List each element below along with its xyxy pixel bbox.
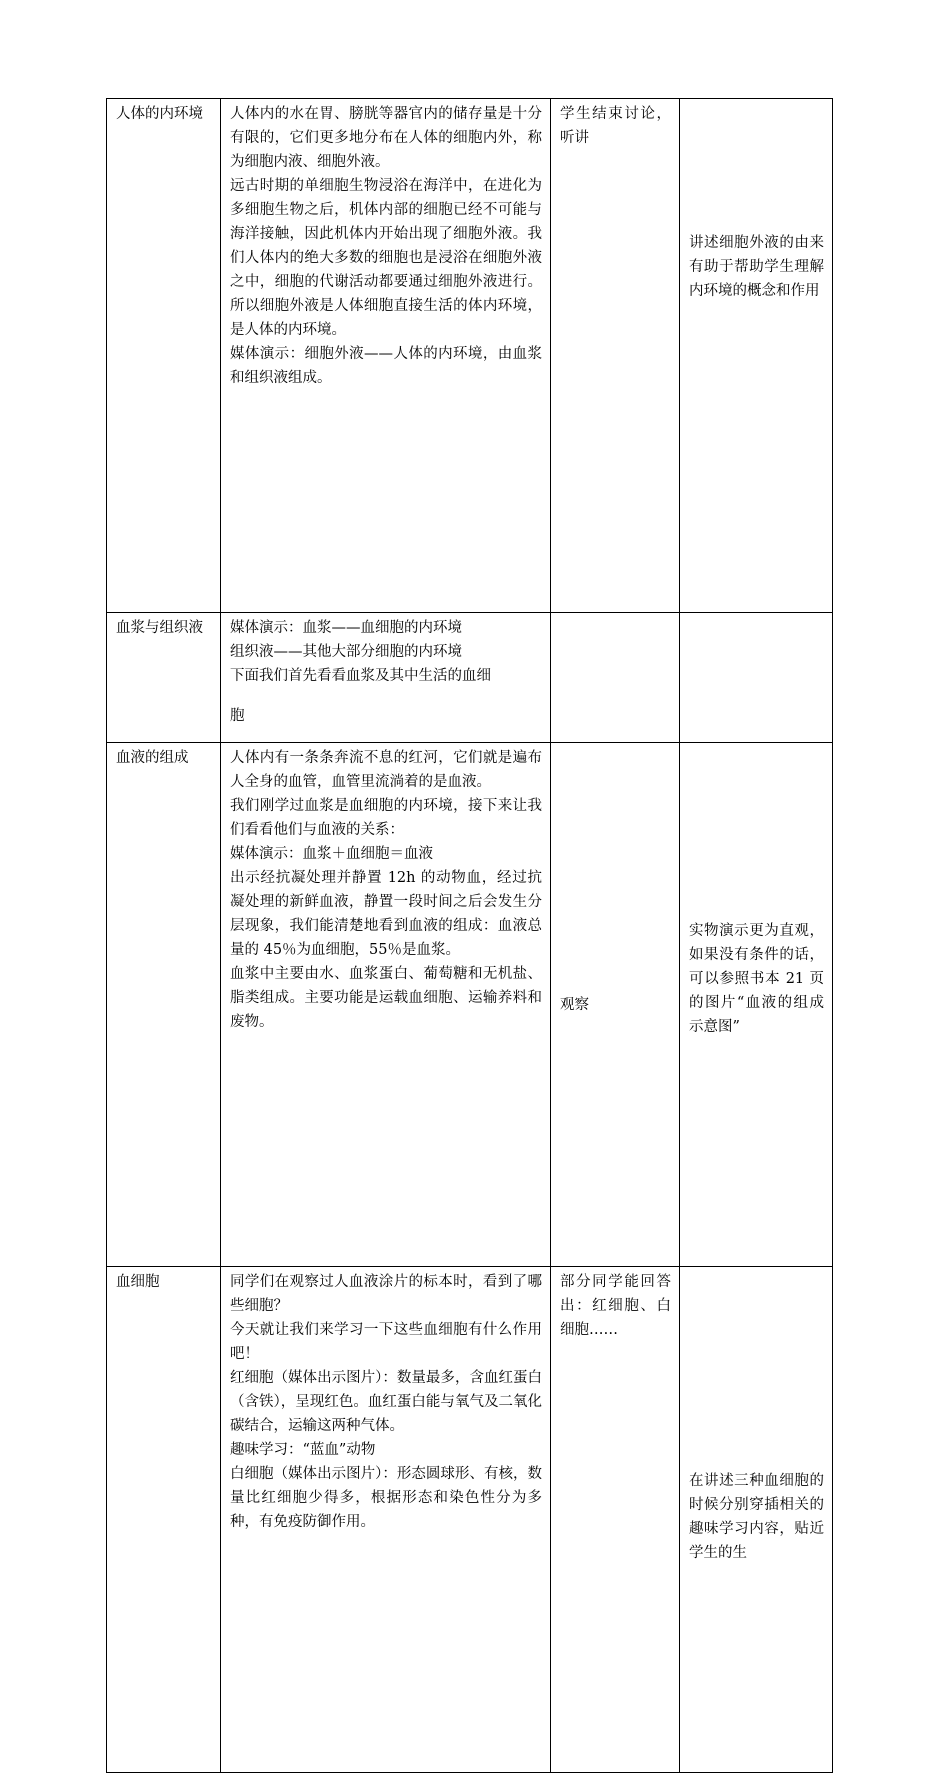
content-paragraph: 今天就让我们来学习一下这些血细胞有什么作用吧！ (230, 1322, 542, 1362)
lesson-plan-table (106, 98, 833, 1773)
student-activity-cell: 部分同学能回答出：红细胞、白细胞…… (551, 1267, 680, 1773)
student-activity-cell: 观察 (551, 743, 680, 1267)
topic-cell: 血浆与组织液 (107, 613, 221, 743)
content-paragraph: 我们刚学过血浆是血细胞的内环境，接下来让我们看看他们与血液的关系： (230, 798, 542, 838)
content-paragraph: 血浆中主要由水、血浆蛋白、葡萄糖和无机盐、脂类组成。主要功能是运载血细胞、运输养料和废物。 (230, 966, 542, 1030)
content-paragraph: 同学们在观察过人血液涂片的标本时，看到了哪些细胞？ (230, 1274, 542, 1314)
content-paragraph: 媒体演示：细胞外液——人体的内环境，由血浆和组织液组成。 (230, 346, 542, 386)
content-cell (221, 743, 551, 1267)
design-note-cell: 讲述细胞外液的由来有助于帮助学生理解内环境的概念和作用 (680, 99, 833, 613)
design-note-cell (680, 613, 833, 743)
content-paragraph: 胞 (230, 708, 245, 724)
content-cell (221, 1267, 551, 1773)
content-paragraph: 远古时期的单细胞生物浸浴在海洋中，在进化为多细胞生物之后，机体内部的细胞已经不可能与海洋接触，因此机体内开始出现了细胞外液。我们人体内的绝大多数的细胞也是浸浴在细胞外液之中，细胞的代谢活动都要通过细胞外液进行。所以细胞外液是人体细胞直接生活的体内环境，是人体的内环境。 (230, 178, 542, 338)
content-cell (221, 613, 551, 743)
table-row (107, 1267, 833, 1773)
content-paragraph: 下面我们首先看看血浆及其中生活的血细 (230, 668, 491, 684)
topic-cell: 人体的内环境 (107, 99, 221, 613)
topic-cell: 血细胞 (107, 1267, 221, 1773)
design-note-cell: 在讲述三种血细胞的时候分别穿插相关的趣味学习内容，贴近学生的生 (680, 1267, 833, 1773)
content-paragraph: 白细胞（媒体出示图片）：形态圆球形、有核，数量比红细胞少得多，根据形态和染色性分为多种，有免疫防御作用。 (230, 1466, 542, 1530)
content-paragraph: 媒体演示：血浆——血细胞的内环境 (230, 620, 462, 636)
student-activity-cell (551, 613, 680, 743)
content-paragraph: 人体内有一条条奔流不息的红河，它们就是遍布人全身的血管，血管里流淌着的是血液。 (230, 750, 542, 790)
content-paragraph: 出示经抗凝处理并静置 12h 的动物血，经过抗凝处理的新鲜血液，静置一段时间之后会发生分层现象，我们能清楚地看到血液的组成：血液总量的 45％为血细胞，55％是血浆。 (230, 870, 542, 958)
table-row (107, 613, 833, 743)
content-paragraph: 组织液——其他大部分细胞的内环境 (230, 644, 462, 660)
content-paragraph: 人体内的水在胃、膀胱等器官内的储存量是十分有限的，它们更多地分布在人体的细胞内外，称为细胞内液、细胞外液。 (230, 106, 542, 170)
student-activity-cell: 学生结束讨论，听讲 (551, 99, 680, 613)
table-row (107, 99, 833, 613)
topic-cell: 血液的组成 (107, 743, 221, 1267)
content-cell (221, 99, 551, 613)
content-paragraph: 媒体演示：血浆＋血细胞＝血液 (230, 846, 433, 862)
design-note-cell: 实物演示更为直观，如果没有条件的话，可以参照书本 21 页的图片“血液的组成示意图” (680, 743, 833, 1267)
table-row (107, 743, 833, 1267)
content-paragraph: 红细胞（媒体出示图片）：数量最多，含血红蛋白（含铁），呈现红色。血红蛋白能与氧气及二氧化碳结合，运输这两种气体。 (230, 1370, 542, 1434)
content-paragraph: 趣味学习：“蓝血”动物 (230, 1442, 376, 1458)
